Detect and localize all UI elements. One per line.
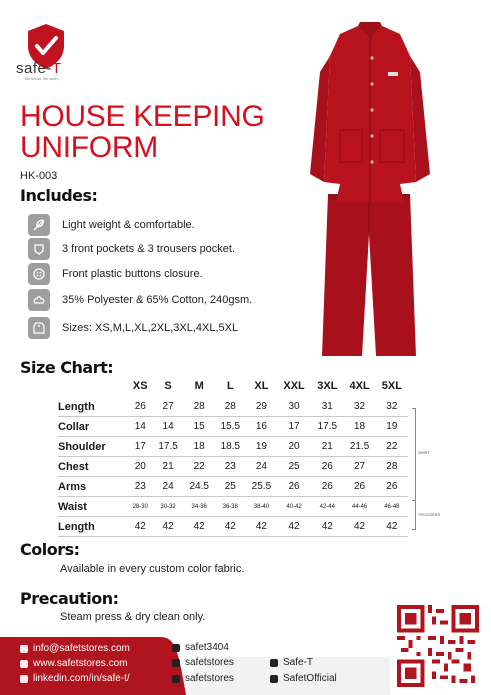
- tiktok-link[interactable]: safet3404: [172, 642, 229, 653]
- size-row: [58, 397, 408, 417]
- size-cell: 25: [215, 477, 246, 497]
- measure-label: Length: [58, 397, 128, 417]
- size-cell: 42: [184, 517, 215, 537]
- size-cell: 27: [153, 397, 184, 417]
- size-header: L: [226, 380, 234, 392]
- measure-label: Waist: [58, 497, 128, 517]
- email-icon: [20, 645, 28, 653]
- linkedin-icon: [20, 675, 28, 683]
- size-cell: 25.5: [246, 477, 277, 497]
- size-cell: 34-36: [184, 497, 215, 517]
- size-cell: 40-42: [277, 497, 311, 517]
- size-cell: 38-40: [246, 497, 277, 517]
- size-cell: 32: [376, 397, 408, 417]
- website-link[interactable]: www.safetstores.com: [20, 658, 127, 669]
- feature-item: Sizes: XS,M,L,XL,2XL,3XL,4XL,5XL: [28, 317, 238, 339]
- size-cell: 46-48: [376, 497, 408, 517]
- size-cell: 17: [128, 437, 153, 457]
- measure-label: Arms: [58, 477, 128, 497]
- feature-item: 3 front pockets & 3 trousers pocket.: [28, 238, 235, 260]
- uniform-image: [300, 12, 440, 360]
- instagram-icon: [172, 659, 180, 667]
- size-cell: 19: [376, 417, 408, 437]
- size-cell: 26: [311, 477, 343, 497]
- size-cell: 32: [343, 397, 375, 417]
- precaution-heading: Precaution:: [20, 589, 119, 608]
- size-chart-heading: Size Chart:: [20, 358, 114, 377]
- size-cell: 26: [376, 477, 408, 497]
- youtube-icon: [270, 659, 278, 667]
- product-code: HK-003: [20, 170, 58, 182]
- size-cell: 42: [343, 517, 375, 537]
- size-tag-icon: [28, 317, 50, 339]
- colors-text: Available in every custom color fabric.: [60, 563, 245, 575]
- size-cell: 28: [376, 457, 408, 477]
- size-cell: 21.5: [343, 437, 375, 457]
- size-cell: 19: [246, 437, 277, 457]
- size-header: XL: [254, 380, 269, 392]
- size-cell: 17.5: [153, 437, 184, 457]
- size-cell: 20: [128, 457, 153, 477]
- size-cell: 22: [376, 437, 408, 457]
- size-cell: 42: [128, 517, 153, 537]
- shirt-bracket: [412, 408, 416, 501]
- cotton-icon: [28, 289, 50, 311]
- size-cell: 27: [343, 457, 375, 477]
- facebook-link[interactable]: safetstores: [172, 673, 234, 684]
- size-cell: 42: [277, 517, 311, 537]
- size-row: [58, 517, 408, 537]
- size-header: 4XL: [349, 380, 370, 392]
- size-cell: 22: [184, 457, 215, 477]
- size-cell: 18: [343, 417, 375, 437]
- size-cell: 44-46: [343, 497, 375, 517]
- size-cell: 30: [277, 397, 311, 417]
- size-cell: 20: [277, 437, 311, 457]
- globe-icon: [20, 660, 28, 668]
- size-row: [58, 417, 408, 437]
- facebook-icon: [172, 675, 180, 683]
- brand-name: safe-T: [16, 60, 62, 77]
- shirt-group-label: SHIRT: [418, 450, 430, 455]
- size-cell: 17: [277, 417, 311, 437]
- snapchat-icon: [270, 675, 278, 683]
- size-cell: 24: [153, 477, 184, 497]
- button-icon: [28, 263, 50, 285]
- size-cell: 42: [153, 517, 184, 537]
- size-cell: 14: [128, 417, 153, 437]
- size-cell: 21: [311, 437, 343, 457]
- size-row: [58, 477, 408, 497]
- size-cell: 28: [215, 397, 246, 417]
- feature-item: Light weight & comfortable.: [28, 214, 195, 236]
- size-cell: 24: [246, 457, 277, 477]
- qr-code[interactable]: [397, 605, 479, 687]
- email-link[interactable]: info@safetstores.com: [20, 643, 130, 654]
- brand-tagline: Be smart. Be safe!: [25, 76, 58, 81]
- size-cell: 23: [128, 477, 153, 497]
- size-header: 3XL: [317, 380, 338, 392]
- size-cell: 23: [215, 457, 246, 477]
- precaution-text: Steam press & dry clean only.: [60, 611, 206, 623]
- size-cell: 31: [311, 397, 343, 417]
- size-cell: 16: [246, 417, 277, 437]
- size-cell: 29: [246, 397, 277, 417]
- size-cell: 26: [128, 397, 153, 417]
- tiktok-icon: [172, 644, 180, 652]
- size-cell: 26: [311, 457, 343, 477]
- measure-label: Length: [58, 517, 128, 537]
- trousers-group-label: TROUSERS: [418, 512, 441, 517]
- measure-label: Chest: [58, 457, 128, 477]
- size-cell: 26: [343, 477, 375, 497]
- size-cell: 28: [184, 397, 215, 417]
- size-chart-table: [58, 375, 408, 537]
- size-cell: 28-30: [128, 497, 153, 517]
- size-cell: 42-44: [311, 497, 343, 517]
- linkedin-link[interactable]: linkedin.com/in/safe-t/: [20, 673, 130, 684]
- youtube-link[interactable]: Safe-T: [270, 657, 313, 668]
- measure-label: Shoulder: [58, 437, 128, 457]
- size-cell: 14: [153, 417, 184, 437]
- feature-item: 35% Polyester & 65% Cotton, 240gsm.: [28, 289, 252, 311]
- size-cell: 15.5: [215, 417, 246, 437]
- size-cell: 25: [277, 457, 311, 477]
- size-row: [58, 497, 408, 517]
- size-cell: 30-32: [153, 497, 184, 517]
- page-title: HOUSE KEEPING UNIFORM: [20, 100, 265, 164]
- size-header: M: [194, 380, 204, 392]
- measure-label: Collar: [58, 417, 128, 437]
- size-row: [58, 437, 408, 457]
- feature-item: Front plastic buttons closure.: [28, 263, 203, 285]
- colors-heading: Colors:: [20, 540, 80, 559]
- pocket-icon: [28, 238, 50, 260]
- includes-heading: Includes:: [20, 186, 98, 205]
- size-cell: 42: [376, 517, 408, 537]
- size-row: [58, 457, 408, 477]
- size-cell: 42: [311, 517, 343, 537]
- size-header: 5XL: [381, 380, 402, 392]
- size-header: XS: [132, 380, 148, 392]
- size-cell: 26: [277, 477, 311, 497]
- size-cell: 18.5: [215, 437, 246, 457]
- trousers-bracket: [412, 500, 416, 530]
- size-cell: 42: [246, 517, 277, 537]
- size-cell: 17.5: [311, 417, 343, 437]
- snapchat-link[interactable]: SafetOfficial: [270, 673, 337, 684]
- size-header: S: [164, 380, 172, 392]
- size-header: XXL: [283, 380, 305, 392]
- instagram-link[interactable]: safetstores: [172, 657, 234, 668]
- feather-icon: [28, 214, 50, 236]
- size-cell: 15: [184, 417, 215, 437]
- size-cell: 24.5: [184, 477, 215, 497]
- size-cell: 36-38: [215, 497, 246, 517]
- size-cell: 42: [215, 517, 246, 537]
- size-header-row: [58, 375, 408, 397]
- size-cell: 21: [153, 457, 184, 477]
- size-cell: 18: [184, 437, 215, 457]
